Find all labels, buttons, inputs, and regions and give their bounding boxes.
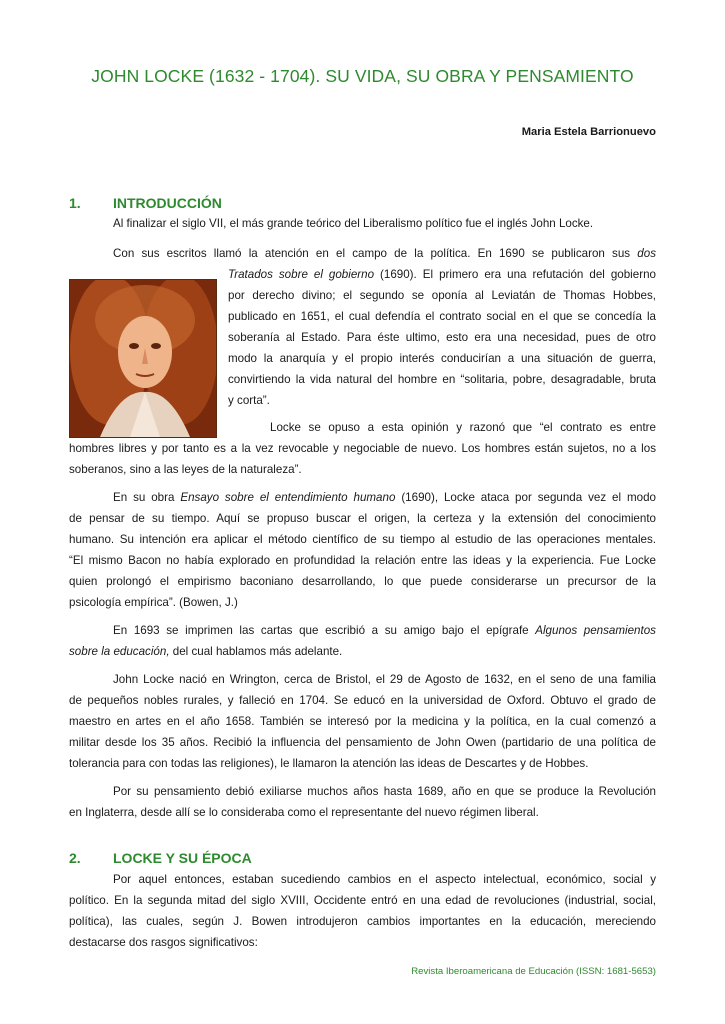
journal-footer: Revista Iberoamericana de Educación (ISSN: 1681-5653) bbox=[411, 966, 656, 977]
paragraph-5: John Locke nació en Wrington, cerca de Bristol, el 29 de Agosto de 1632, en el seno de una familia de pequeños nobles rurales, y falleció en 1704. Se educó en la universidad de Oxford. Obtuvo el grado de maestro en artes en el año 1658. También se interesó por la medicina y la política, en la cual comenzó a militar desde los 35 años. Recibió la influencia del pensamiento de John Owen (partidario de una política de tolerancia para con todas las religiones), le llamaron la atención las ideas de Descartes y de Hobbes. bbox=[69, 673, 656, 770]
paragraph-6: Por su pensamiento debió exiliarse muchos años hasta 1689, año en que se produce la Revolución en Inglaterra, desde allí se lo consideraba como el representante del nuevo régimen liberal. bbox=[69, 785, 656, 819]
paragraph-4: En 1693 se imprimen las cartas que escribió a su amigo bajo el epígrafe Algunos pensamientos sobre la educación, del cual hablamos más adelante. bbox=[69, 624, 656, 658]
paragraph-intro: Al finalizar el siglo VII, el más grande teórico del Liberalismo político fue el inglés John Locke. bbox=[113, 217, 594, 230]
paragraph-section-2: Por aquel entonces, estaban sucediendo cambios en el aspecto intelectual, económico, social y político. En la segunda mitad del siglo XVIII, Occidente entró en una edad de revoluciones (industrial, social, política), las cuales, según J. Bowen introdujeron cambios importantes en la educación, mereciendo destacarse dos rasgos significativos: bbox=[69, 873, 656, 949]
section-title: INTRODUCCIÓN bbox=[113, 195, 222, 211]
document-title: JOHN LOCKE (1632 - 1704). SU VIDA, SU OBRA Y PENSAMIENTO bbox=[91, 66, 634, 86]
paragraph-2-line-1: Locke se opuso a esta opinión y razonó que “el contrato es entre bbox=[270, 421, 656, 434]
section-number: 2. bbox=[69, 850, 81, 866]
section-2-heading bbox=[69, 850, 252, 866]
paragraph-3: En su obra Ensayo sobre el entendimiento humano (1690), Locke ataca por segunda vez el modo de pensar de su tiempo. Aquí se propuso buscar el origen, la certeza y la extensión del conocimiento humano. Su intención era aplicar el método científico de su tiempo al estudio de las operaciones mentales. “El mismo Bacon no había explorado en profundidad la relación entre las ideas y la experiencia. Fue Locke quien prolongó el empirismo baconiano desarrollando, lo que puede considerarse un precursor de la psicología empírica”. (Bowen, J.) bbox=[69, 491, 656, 609]
paragraph-1-wrapped: Tratados sobre el gobierno (1690). El primero era una refutación del gobierno por derecho divino; el segundo se oponía al Leviatán de Thomas Hobbes, publicado en 1651, el cual defendía el contrato social en el que se concedía la soberanía al Estado. Para éste ultimo, esto era una necesidad, pues de otro modo la anarquía y el propio interés conducirían a una situación de guerra, convirtiendo la vida natural del hombre en “solitaria, pobre, desagradable, bruta y corta”. bbox=[228, 268, 656, 407]
section-number: 1. bbox=[69, 195, 81, 211]
portrait-image bbox=[70, 280, 216, 437]
author-name: Maria Estela Barrionuevo bbox=[521, 126, 656, 138]
john-locke-portrait bbox=[69, 279, 217, 438]
paragraph-2: hombres libres y por tanto es a la vez revocable y negociable de nuevo. Los hombres están sujetos, no a los soberanos, sino a las leyes de la naturaleza”. bbox=[69, 442, 656, 476]
paragraph-1-line-1: Con sus escritos llamó la atención en el campo de la política. En 1690 se publicaron sus dos bbox=[113, 247, 656, 260]
section-1-heading bbox=[69, 195, 222, 211]
section-title: LOCKE Y SU ÉPOCA bbox=[113, 850, 252, 866]
